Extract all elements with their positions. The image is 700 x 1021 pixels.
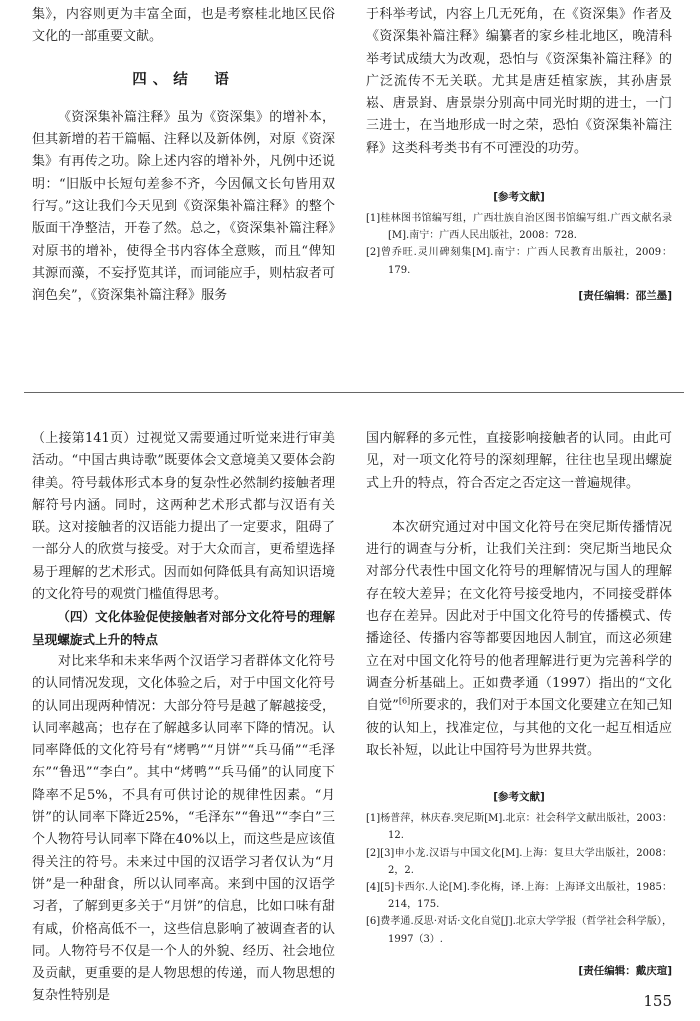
- reference-item: [2][3]申小龙.汉语与中国文化[M].上海：复旦大学出版社，2008：2，2.: [366, 847, 672, 876]
- continued-paragraph: （上接第141页）过视觉又需要通过听觉来进行审美活动。“中国古典诗歌”既要体会文意境美又要体会韵律美。符号载体形式本身的复杂性必然制约接触者理解符号内涵。同时，这两种艺术形式都与汉语有关联。这对接触者的汉语能力提出了一定要求，阻碍了一部分人的欣赏与接受。对于大众而言，更希望选择易于理解的艺术形式。因而如何降低具有高知识语境的文化符号的观赏门槛值得思考。: [32, 431, 335, 603]
- responsible-editor: [责任编辑：邵兰墨]: [578, 289, 672, 302]
- bottom-right-column: [366, 428, 672, 980]
- top-left-column: [32, 4, 335, 308]
- responsible-editor: [责任编辑：戴庆瑄]: [578, 964, 672, 977]
- page-number: 155: [643, 992, 672, 1010]
- continued-paragraph: 于科举考试，内容上几无死角，在《资深集》作者及《资深集补篇注释》编纂者的家乡桂北地区，晚清科举考试成绩大为改观，恐怕与《资深集补篇注释》的广泛流传不无关联。尤其是唐廷植家族，其孙唐景崧、唐景崶、唐景崇分别高中同光时期的进士，一门三进士，在当地形成一时之荣，恐怕《资深集补篇注释》这类科考类书有不可湮没的功劳。: [366, 7, 672, 156]
- top-right-column: [366, 4, 672, 305]
- references-list: [366, 810, 672, 948]
- reference-item: [6]费孝通.反思·对话·文化自觉[J].北京大学学报（哲学社会科学版），1997（3）.: [366, 916, 672, 945]
- references-heading: [参考文献]: [493, 791, 545, 804]
- references-heading: [参考文献]: [493, 191, 545, 204]
- body-text-after: 所要求的，我们对于本国文化要建立在知己知彼的认知上，找准定位，与其他的文化一起互相适应取长补短，以此让中国符号为世界共赏。: [366, 698, 672, 758]
- reference-item: [2]曾乔旺.灵川碑刻集[M].南宁：广西人民教育出版社，2009：179.: [366, 247, 672, 276]
- section-title: 四、结 语: [132, 71, 235, 88]
- bottom-left-column: [32, 428, 335, 1008]
- body-paragraph: 对比来华和未来华两个汉语学习者群体文化符号的认同情况发现，文化体验之后，对于中国文化符号的认同出现两种情况：大部分符号是越了解越接受，认同率越高；也存在了解越多认同率下降的情况。认同率降低的文化符号有“烤鸭”“月饼”“兵马俑”“毛泽东”“鲁迅”“李白”。其中“烤鸭”“兵马俑”的认同度下降率不足5%，不具有可供讨论的规律性因素。“月饼”的认同率下降近25%，“毛泽东”“鲁迅”“李白”三个人物符号认同率下降在40%以上，而这些是应该值得关注的符号。未来过中国的汉语学习者仅认为“月饼”是一种甜食，所以认同率高。来到中国的汉语学习者，了解到更多关于“月饼”的信息，比如口味有甜有咸，价格高低不一，这些信息影响了被调查者的认同。人物符号不仅是一个人的外貌、经历、社会地位及贡献，更重要的是人物思想的传递，而人物思想的复杂性特别是: [32, 653, 335, 1004]
- article-divider: [24, 392, 684, 393]
- reference-item: [1]杨普萍，林庆春.突尼斯[M].北京：社会科学文献出版社，2003：12.: [366, 813, 672, 842]
- continued-paragraph: 集》，内容则更为丰富全面，也是考察桂北地区民俗文化的一部重要文献。: [32, 7, 335, 45]
- continued-paragraph: 国内解释的多元性，直接影响接触者的认同。由此可见，对一项文化符号的深刻理解，往往也呈现出螺旋式上升的特点，符合否定之否定这一普遍规律。: [366, 431, 672, 491]
- reference-item: [1]桂林图书馆编写组，广西壮族自治区图书馆编写组.广西文献名录[M].南宁：广西人民出版社，2008：728.: [366, 213, 672, 242]
- body-text-before: 本次研究通过对中国文化符号在突尼斯传播情况进行的调查与分析，让我们关注到：突尼斯当地民众对部分代表性中国文化符号的理解情况与国人的理解存在较大差异；在文化符号接受地内，不同接受群体也存在差异。因此对于中国文化符号的传播模式、传播途径、传播内容等都要因地因人制宜，而这必须建立在对中国文化符号的他者理解进行更为完善科学的调查分析基础上。正如费孝通（1997）指出的“文化自觉”: [366, 519, 672, 714]
- subsection-heading: （四）文化体验促使接触者对部分文化符号的理解呈现螺旋式上升的特点: [32, 609, 335, 647]
- conclusion-paragraph: 《资深集补篇注释》虽为《资深集》的增补本，但其新增的若干篇幅、注释以及新体例，对原《资深集》有再传之功。除上述内容的增补外，凡例中还说明：“旧版中长短句差参不齐，今因佩文长句皆用双行写。”这让我们今天见到《资深集补篇注释》的整个版面干净整洁，开卷了然。总之，《资深集补篇注释》对原书的增补，使得全书内容体全意赅，而且“俾知其源而藻，不妄抒览其详，而词能应手，则枯寂者可润色矣”，《资深集补篇注释》服务: [32, 109, 335, 304]
- references-list: [366, 210, 672, 279]
- reference-item: [4][5]卡西尔.人论[M].李化梅，译.上海：上海译文出版社，1985：214，175.: [366, 881, 672, 911]
- citation-superscript: [6]: [398, 696, 411, 706]
- body-paragraph: [366, 517, 672, 762]
